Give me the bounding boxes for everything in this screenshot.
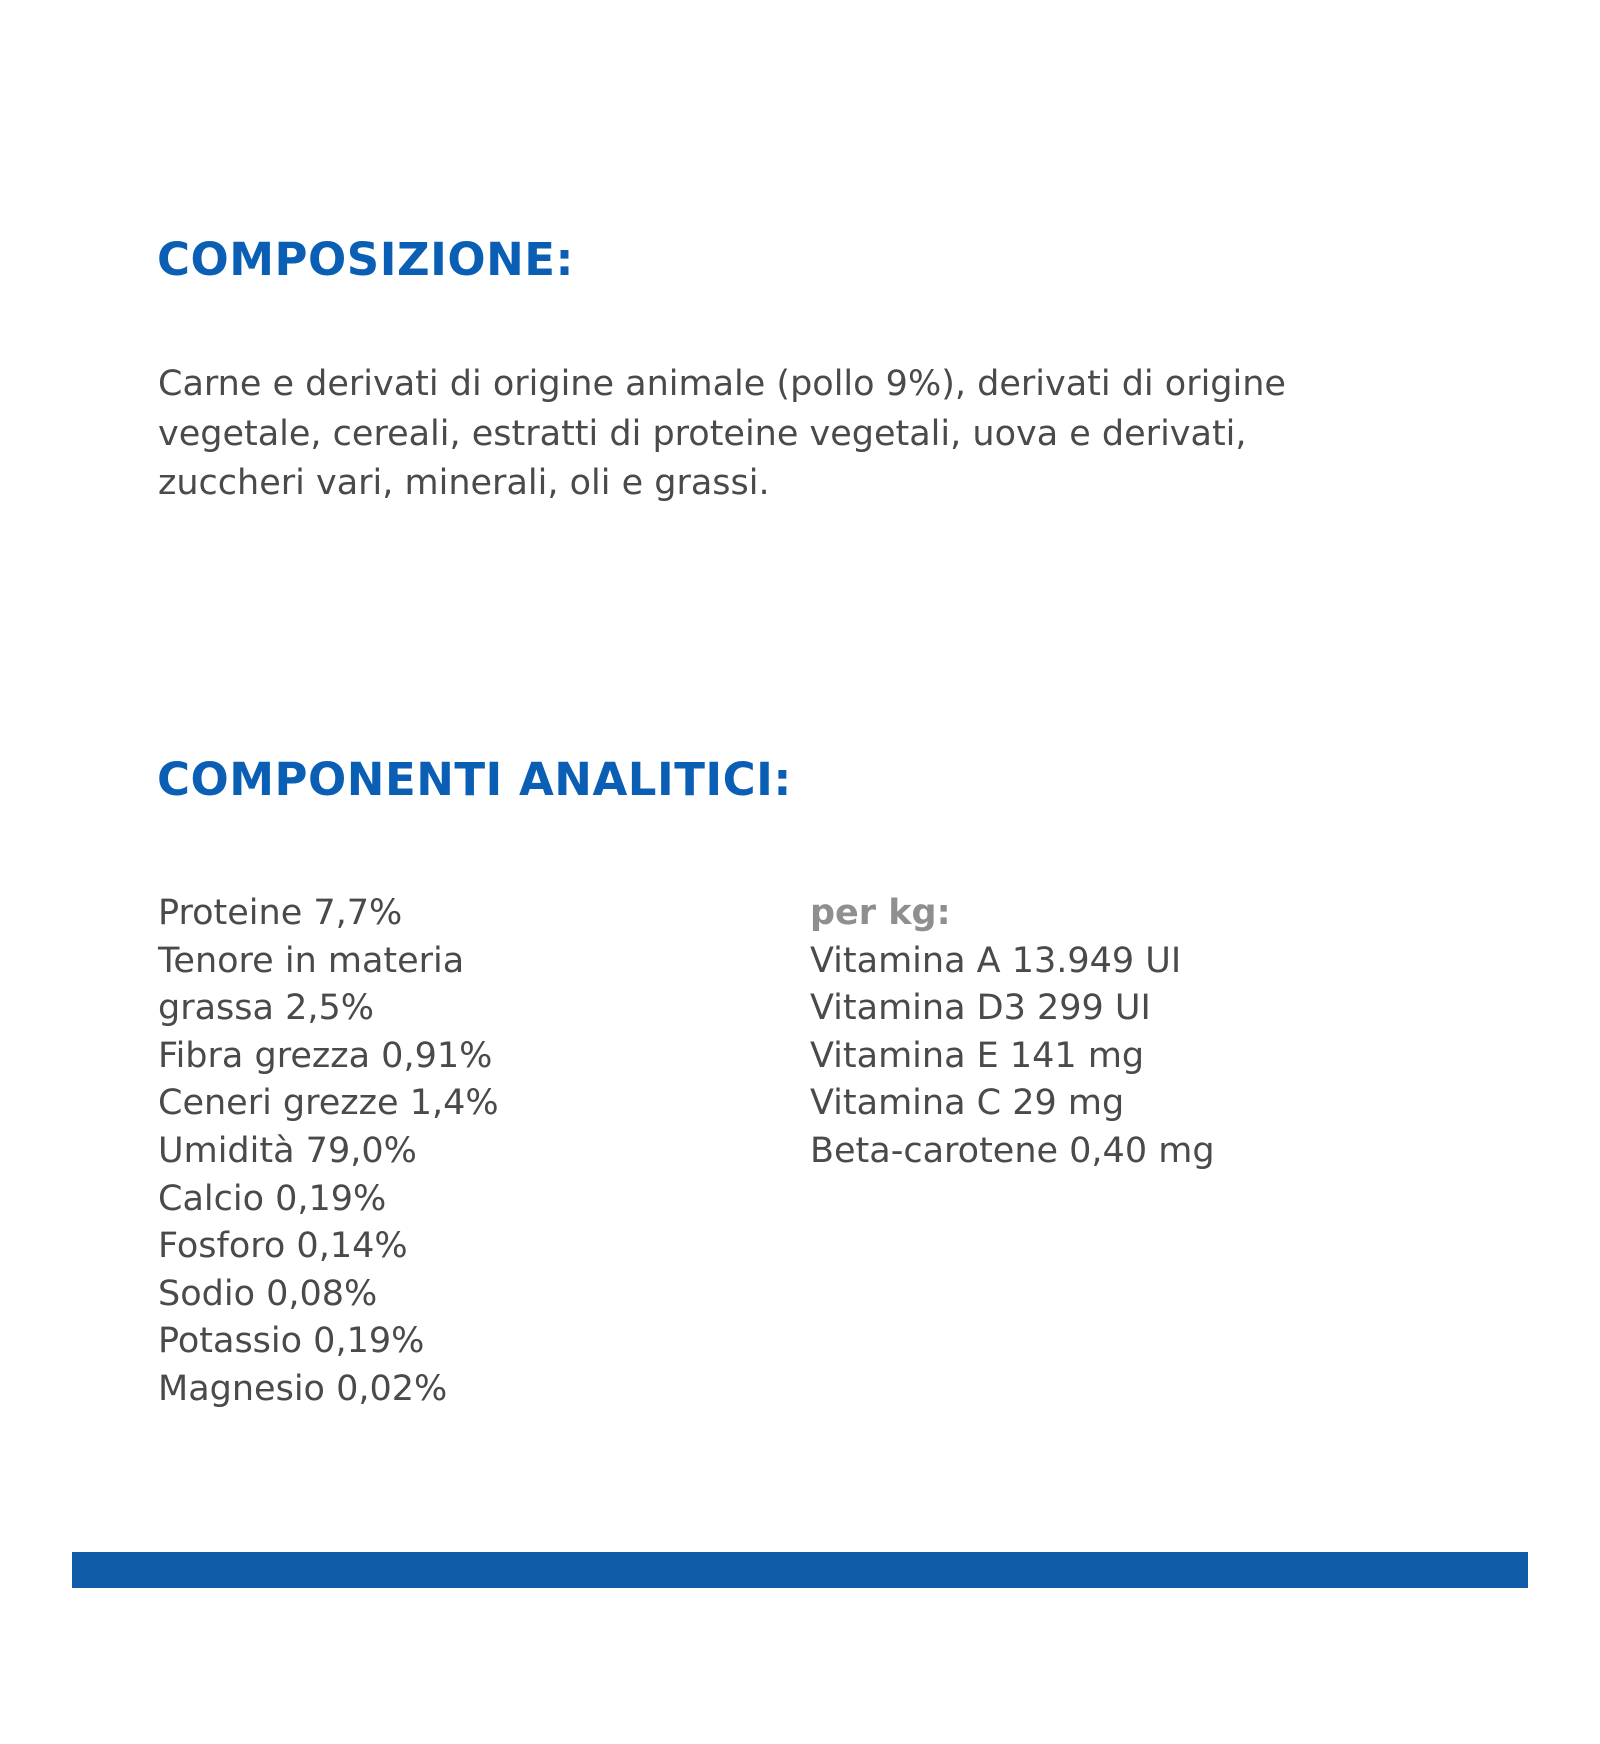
analytical-line: Ceneri grezze 1,4% xyxy=(158,1083,499,1124)
vitamin-line: Vitamina A 13.949 UI xyxy=(810,940,1182,981)
per-kg-label: per kg: xyxy=(810,893,951,933)
analytical-line: Tenore in materia xyxy=(158,940,465,981)
analytical-line: Potassio 0,19% xyxy=(158,1321,425,1362)
analytical-line: Sodio 0,08% xyxy=(158,1273,378,1314)
vitamin-line: Vitamina C 29 mg xyxy=(810,1083,1125,1124)
vitamin-line: Vitamina E 141 mg xyxy=(810,1035,1145,1076)
analytical-components-right-column xyxy=(810,890,1450,1176)
footer-accent-bar xyxy=(72,1552,1528,1588)
analytical-line: Proteine 7,7% xyxy=(158,893,403,933)
vitamin-line: Vitamina D3 299 UI xyxy=(810,988,1151,1029)
analytical-line: Umidità 79,0% xyxy=(158,1130,417,1171)
analytical-line: Fosforo 0,14% xyxy=(158,1226,408,1267)
analytical-components-left-column xyxy=(158,890,718,1414)
analytical-line: grassa 2,5% xyxy=(158,988,375,1029)
composition-text: Carne e derivati di origine animale (pollo 9%), derivati di origine vegetale, cereali, estratti di proteine vegetali, uova e derivati, zuccheri vari, minerali, oli e grassi. xyxy=(158,364,1286,504)
analytical-line: Fibra grezza 0,91% xyxy=(158,1035,493,1076)
composition-heading: COMPOSIZIONE: xyxy=(157,233,574,287)
analytical-components-heading: COMPONENTI ANALITICI: xyxy=(157,753,792,807)
analytical-line: Calcio 0,19% xyxy=(158,1178,387,1219)
analytical-line: Magnesio 0,02% xyxy=(158,1368,448,1409)
vitamin-line: Beta-carotene 0,40 mg xyxy=(810,1130,1215,1171)
